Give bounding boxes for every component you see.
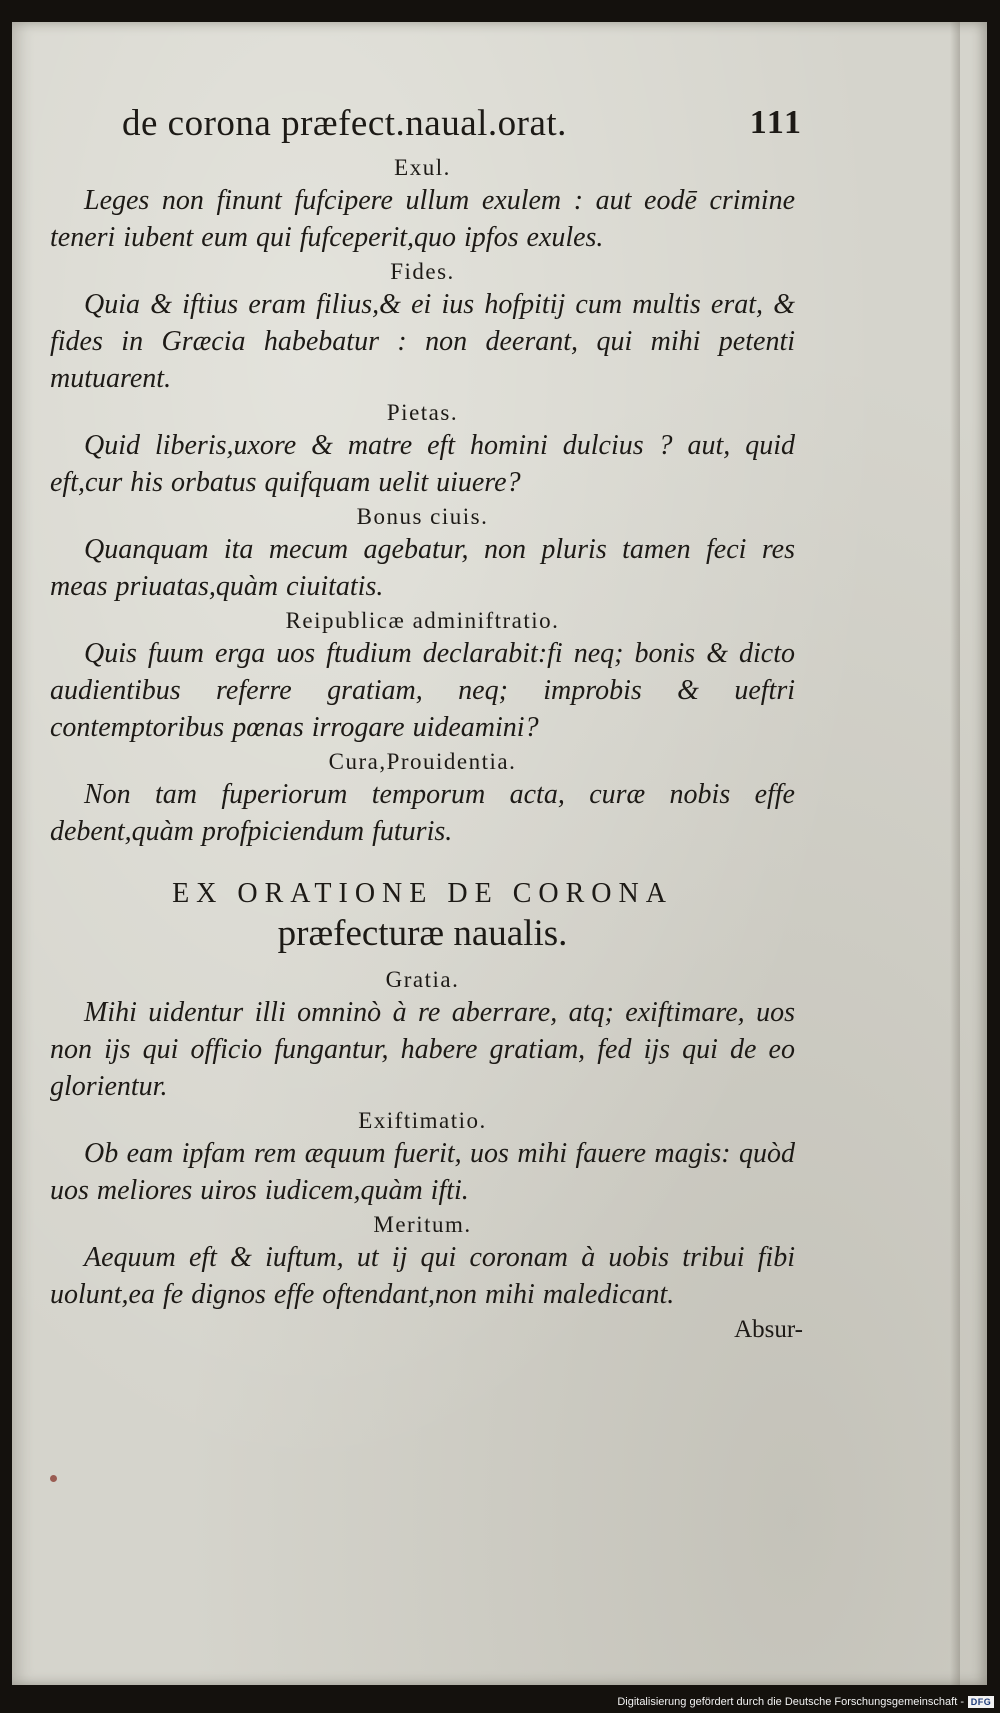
entry-heading: Gratia. [385, 967, 460, 992]
section-title: EX ORATIONE DE CORONA [172, 878, 673, 909]
section-subtitle: præfecturæ naualis. [277, 913, 568, 954]
footer-credit: Digitalisierung gefördert durch die Deutsche Forschungsgemeinschaft - [617, 1696, 964, 1708]
entry-heading: Pietas. [386, 400, 459, 425]
catchword: Absur- [734, 1316, 803, 1343]
entry-text: Quia & iftius eram filius,& ei ius hofpitij cum multis erat, & fides in Græcia habebatur : non deerant, qui mihi petenti mutuarent. [50, 289, 795, 394]
running-title: de corona præfect.naual.orat. [122, 103, 567, 144]
entry-fides [50, 258, 795, 397]
entry-text: Aequum eft & iuftum, ut ij qui coronam à uobis tribui fibi uolunt,ea fe dignos effe oftendant,non mihi maledicant. [50, 1242, 795, 1310]
entry-text: Quis fuum erga uos ftudium declarabit:fi neq; bonis & dicto audientibus referre gratiam, neq; improbis & ueftri contemptoribus pœnas irrogare uideamini? [50, 638, 795, 743]
digitization-footer [617, 1694, 994, 1710]
page-text [50, 100, 803, 1345]
entry-cura [50, 748, 795, 850]
entry-heading: Reipublicæ adminiftratio. [285, 608, 560, 633]
entry-heading: Meritum. [373, 1212, 472, 1237]
entry-text: Quanquam ita mecum agebatur, non pluris tamen feci res meas priuatas,quàm ciuitatis. [50, 534, 795, 602]
entry-heading: Bonus ciuis. [356, 504, 489, 529]
entry-heading: Fides. [390, 259, 455, 284]
page-edge-shadow [950, 22, 960, 1685]
entry-text: Quid liberis,uxore & matre eft homini dulcius ? aut, quid eft,cur his orbatus quifquam uelit uiuere? [50, 430, 795, 498]
entry-heading: Cura,Prouidentia. [328, 749, 517, 774]
running-head [50, 100, 803, 154]
entry-gratia [50, 966, 795, 1105]
dfg-logo[interactable]: DFG [968, 1696, 994, 1708]
page-number: 111 [749, 104, 803, 141]
ink-stain [50, 1475, 57, 1482]
entry-pietas [50, 399, 795, 501]
entry-existimatio [50, 1107, 795, 1209]
entry-meritum [50, 1211, 795, 1313]
entry-bonus-ciuis [50, 503, 795, 605]
entry-text: Leges non finunt fufcipere ullum exulem : aut eodē crimine teneri iubent eum qui fufceperit,quo ipfos exules. [50, 185, 795, 253]
entry-text: Non tam fuperiorum temporum acta, curæ nobis effe debent,quàm profpiciendum futuris. [50, 779, 795, 847]
entry-reipublicae [50, 607, 795, 746]
entry-exul [50, 154, 795, 256]
entry-heading: Exiftimatio. [358, 1108, 487, 1133]
entry-text: Ob eam ipfam rem æquum fuerit, uos mihi fauere magis: quòd uos meliores uiros iudicem,quàm ifti. [50, 1138, 795, 1206]
entry-heading: Exul. [394, 155, 451, 180]
entry-text: Mihi uidentur illi omninò à re aberrare, atq; exiftimare, uos non ijs qui officio fungantur, habere gratiam, fed ijs qui de eo glorientur. [50, 997, 795, 1102]
